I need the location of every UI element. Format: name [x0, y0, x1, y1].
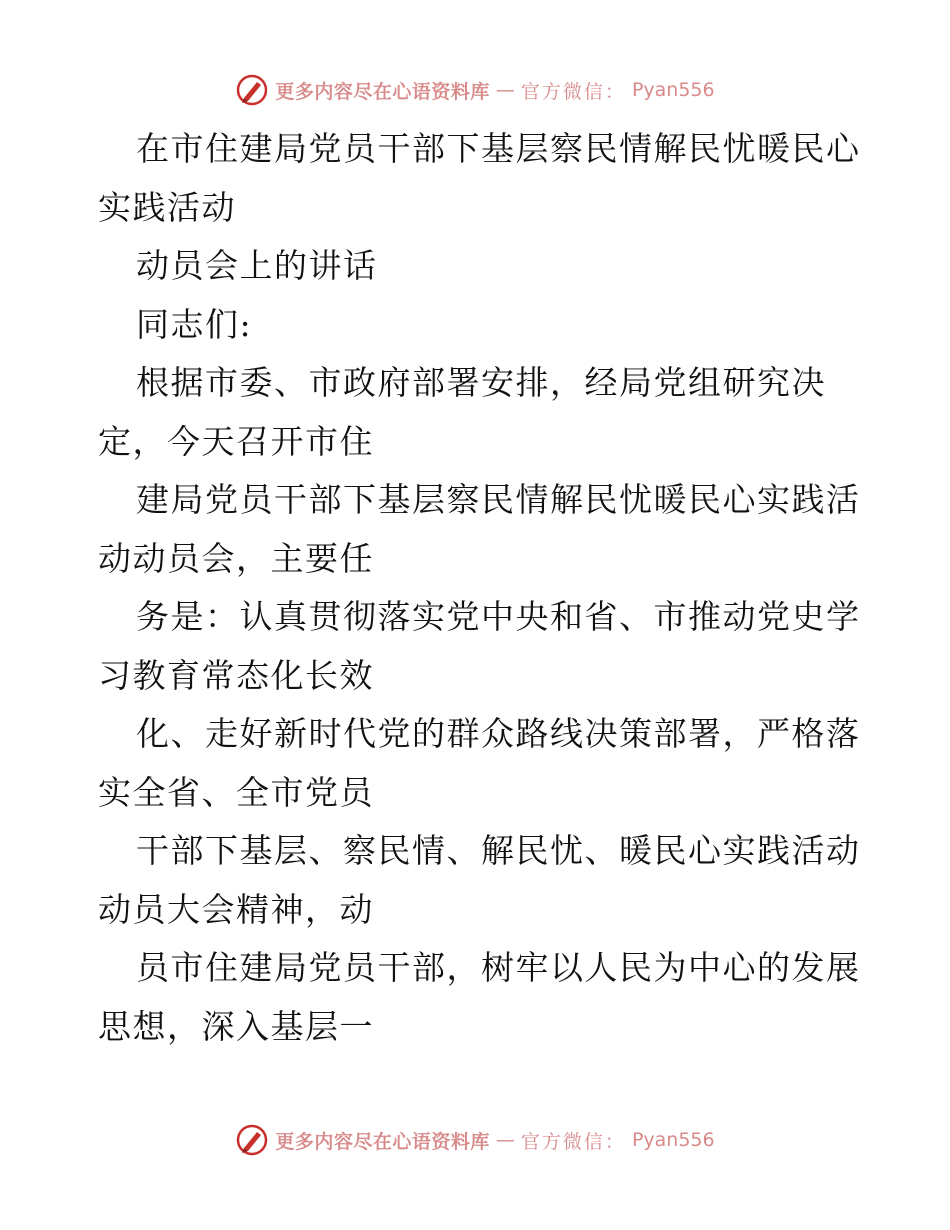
- text-line: 在市住建局党员干部下基层察民情解民忧暖民心: [136, 129, 861, 168]
- text-line: 思想，深入基层一: [98, 1006, 374, 1046]
- text-line: 同志们:: [136, 304, 253, 344]
- watermark-wechat-id: Pyan556: [631, 79, 715, 101]
- pen-logo-icon: [235, 1123, 269, 1157]
- text-line: 实践活动: [98, 187, 236, 227]
- text-line: 化、走好新时代党的群众路线决策部署，严格落: [136, 714, 861, 753]
- watermark-wechat-label: 官方微信：: [520, 80, 626, 103]
- text-line: 动员大会精神，动: [98, 889, 374, 929]
- text-line: 员市住建局党员干部，树牢以人民为中心的发展: [136, 948, 861, 987]
- document-body: [98, 120, 861, 1056]
- text-line: 实全省、全市党员: [98, 772, 374, 812]
- watermark-title: 更多内容尽在心语资料库: [275, 80, 490, 103]
- footer-watermark: [0, 1120, 950, 1160]
- text-line: 建局党员干部下基层察民情解民忧暖民心实践活: [136, 480, 861, 519]
- header-watermark: [0, 70, 950, 110]
- text-line: 动员会上的讲话: [136, 246, 378, 285]
- text-line: 定，今天召开市住: [98, 421, 374, 461]
- text-line: 习教育常态化长效: [98, 655, 374, 695]
- watermark-dash: —: [495, 79, 515, 101]
- text-line: 干部下基层、察民情、解民忧、暖民心实践活动: [136, 831, 861, 870]
- text-line: 动动员会，主要任: [98, 538, 374, 578]
- watermark-wechat-id: Pyan556: [631, 1129, 715, 1151]
- watermark-wechat-label: 官方微信：: [520, 1130, 626, 1153]
- text-line: 根据市委、市政府部署安排，经局党组研究决: [136, 363, 826, 402]
- text-line: 务是：认真贯彻落实党中央和省、市推动党史学: [136, 597, 861, 636]
- pen-logo-icon: [235, 73, 269, 107]
- watermark-title: 更多内容尽在心语资料库: [275, 1130, 490, 1153]
- watermark-dash: —: [495, 1129, 515, 1151]
